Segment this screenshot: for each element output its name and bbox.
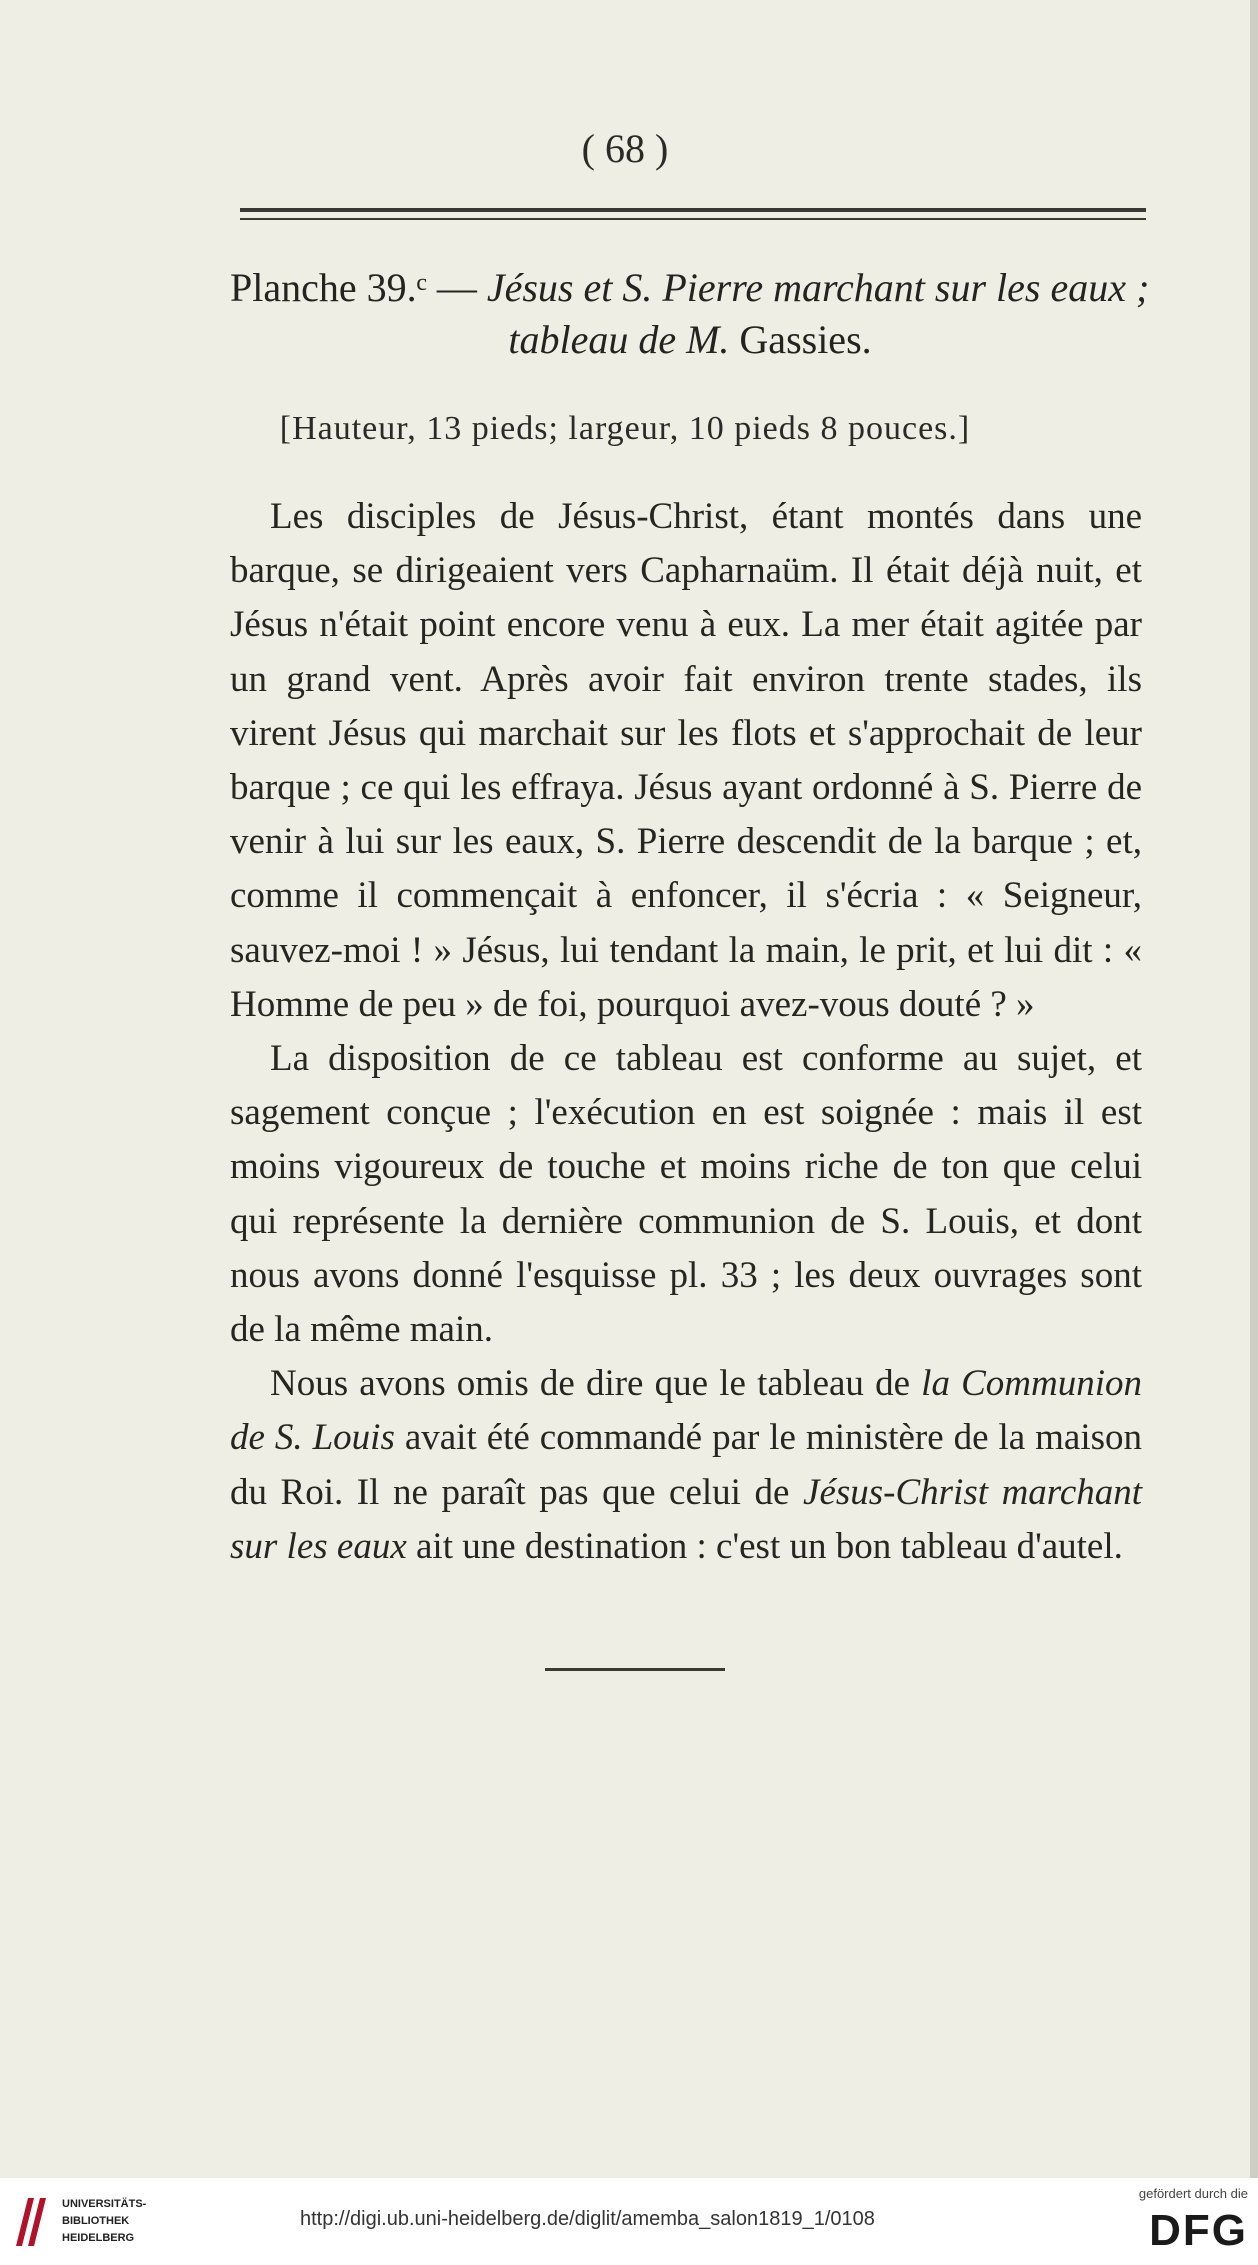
plate-heading [230, 262, 1150, 366]
paragraph-3-part-a: Nous avons omis de dire que le tableau de [270, 1363, 910, 1405]
plate-artist-name: Gassies. [739, 317, 872, 362]
paragraph-3 [230, 1357, 1142, 1574]
paragraph-3-part-c: ait une destination : c'est un bon tableau d'autel. [416, 1525, 1123, 1567]
plate-number: Planche 39.ᶜ — [230, 265, 477, 310]
paragraph-3-part-b: avait été commandé par le ministère de la maison du Roi. Il ne paraît pas que celui de [230, 1417, 1143, 1513]
digitization-footer [0, 2178, 1258, 2265]
library-name-line1: UNIVERSITÄTS- [62, 2198, 147, 2210]
paragraph-2: La disposition de ce tableau est conforme au sujet, et sagement conçue ; l'exécution en est soignée : mais il est moins vigoureux de touche et moins riche de ton que celui qui représente la dernière communion de S. Louis, et dont nous avons donné l'esquisse pl. 33 ; les deux ouvrages sont de la même main. [230, 1038, 1142, 1351]
library-name-line3: HEIDELBERG [62, 2232, 135, 2244]
plate-heading-line2 [230, 314, 1150, 366]
header-rule-thick [240, 208, 1146, 212]
painting-dimensions: [Hauteur, 13 pieds; largeur, 10 pieds 8 pouces.] [279, 410, 971, 447]
header-rule-thin [240, 218, 1146, 220]
page-number: ( 68 ) [581, 126, 669, 171]
library-name [62, 2196, 146, 2247]
funding-label: gefördert durch die [1138, 2186, 1248, 2201]
library-name-line2: BIBLIOTHEK [62, 2215, 130, 2227]
plate-title: Jésus et S. Pierre marchant sur les eaux ; [486, 265, 1150, 310]
library-logo-icon [12, 2194, 50, 2250]
paragraph-1: Les disciples de Jésus-Christ, étant montés dans une barque, se dirigeaient vers Capharnaüm. Il était déjà nuit, et Jésus n'était point encore venu à eux. La mer était agitée par un grand vent. Après avoir fait environ trente stades, ils virent Jésus qui marchait sur les flots et s'approchait de leur barque ; ce qui les effraya. Jésus ayant ordonné à S. Pierre de venir à lui sur les eaux, S. Pierre descendit de la barque ; et, comme il commençait à enfoncer, il s'écria : « Seigneur, sauvez-moi ! » Jésus, lui tendant la main, le prit, et lui dit : « Homme de peu » de foi, pourquoi avez-vous douté ? » [230, 496, 1142, 1025]
dfg-logo: DFG [1149, 2206, 1248, 2255]
plate-artist-label: tableau de M. [508, 317, 730, 362]
section-end-rule [545, 1668, 725, 1671]
source-url-link[interactable]: http://digi.ub.uni-heidelberg.de/diglit/amemba_salon1819_1/0108 [300, 2208, 875, 2230]
body-text [230, 490, 1142, 1574]
paragraph-3-title-2: Jésus-Christ marchant sur les eaux [230, 1471, 1143, 1567]
paragraph-3-title-1: la Communion de S. Louis [230, 1363, 1143, 1459]
